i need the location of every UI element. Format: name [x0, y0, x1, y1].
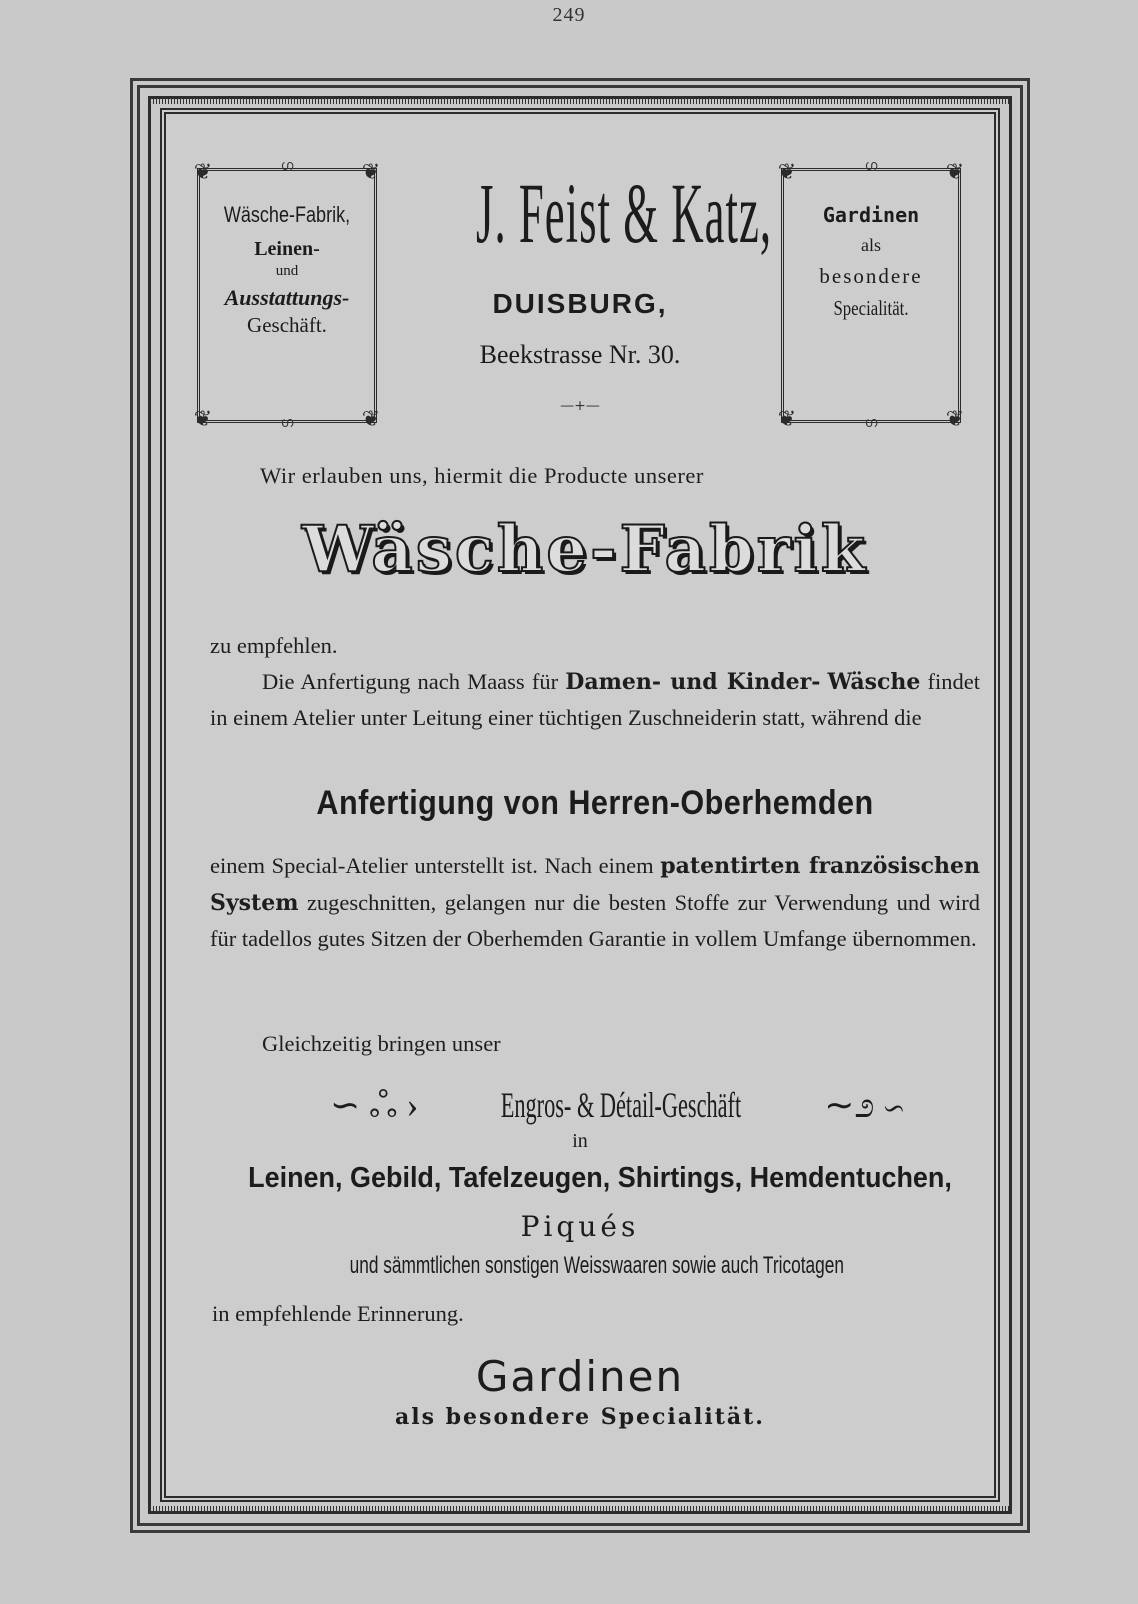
corner-ornament-icon: ❦	[777, 159, 797, 184]
engros-text: Engros- & Détail-Geschäft	[501, 1085, 742, 1125]
left-box-line-2: Leinen-	[254, 237, 320, 260]
flourish-icon: ഗ	[864, 416, 878, 431]
p2-text-b: zugeschnitten, gelangen nur die besten Stoffe zur Verwendung und wird für tadellos gutes Sitzen der Oberhemden Garantie in vollem Umfange übernommen.	[210, 889, 980, 951]
p2-bold: patentirten französischen System	[210, 853, 980, 916]
paragraph-2	[210, 848, 980, 958]
p1-bold-1: Damen- und Kinder-	[565, 669, 821, 695]
intro-line: Wir erlauben uns, hiermit die Producte unserer	[260, 463, 704, 488]
corner-ornament-icon: ❦	[361, 159, 381, 184]
corner-ornament-icon: ❦	[361, 406, 381, 431]
corner-ornament-icon: ❦	[945, 406, 965, 431]
engros-heading	[330, 1084, 904, 1131]
flourish-icon: ഗ	[280, 416, 294, 431]
corner-ornament-icon: ❦	[945, 159, 965, 184]
corner-ornament-icon: ❦	[193, 406, 213, 431]
bottom-hatched-band	[150, 1506, 1010, 1512]
products-line: Leinen, Gebild, Tafelzeugen, Shirtings, Hemdentuchen,	[248, 1162, 952, 1194]
city: DUISBURG,	[492, 288, 668, 319]
p1-line-a: zu empfehlen.	[210, 633, 338, 658]
paragraph-1	[210, 628, 980, 736]
right-box-line-4: Specialität.	[833, 295, 909, 320]
corner-ornament-icon: ❦	[193, 159, 213, 184]
right-box-line-2: als	[861, 235, 881, 255]
left-ornamental-box	[193, 159, 381, 431]
p1-text-b: Die Anfertigung nach Maass für	[262, 669, 566, 694]
left-box-line-1: Wäsche-Fabrik,	[223, 202, 351, 227]
weisswaaren-line: und sämmtlichen sonstigen Weisswaaren sowie auch Tricotagen	[349, 1252, 844, 1279]
right-box-line-1: Gardinen	[822, 203, 920, 227]
p1-text-c: findet in einem Atelier unter Leitung einer tüchtigen Zuschneiderin statt, während die	[210, 669, 981, 730]
erinnerung-line: in empfehlende Erinnerung.	[212, 1301, 464, 1326]
flourish-right-icon: ∼೨ ∽	[824, 1085, 904, 1125]
left-box-line-4: Ausstattungs-	[224, 285, 350, 311]
page-number: 249	[552, 4, 586, 26]
p1-bold-2: Wäsche	[827, 669, 921, 695]
top-hatched-band	[150, 98, 1010, 104]
gleichzeitig-line: Gleichzeitig bringen unser	[262, 1031, 501, 1056]
left-box-line-5: Geschäft.	[247, 312, 327, 337]
right-box-line-3: besondere	[819, 263, 923, 288]
corner-ornament-icon: ❦	[777, 406, 797, 431]
p2-text-a: einem Special-Atelier unterstellt ist. Nach einem	[210, 853, 661, 878]
piques: Piqués	[520, 1210, 640, 1243]
gardinen-subheading: als besondere Specialität.	[395, 1404, 765, 1430]
flourish-icon: ഗ	[864, 159, 878, 174]
right-ornamental-box	[777, 159, 965, 431]
left-box-line-3: und	[275, 262, 299, 279]
in-word: in	[572, 1130, 588, 1152]
herren-heading: Anfertigung von Herren-Oberhemden	[316, 784, 874, 822]
flourish-icon: ഗ	[280, 159, 294, 174]
gardinen-heading: Gardinen	[475, 1352, 685, 1401]
decorative-rule-icon: —+—	[560, 398, 600, 414]
main-title: Wäsche-Fabrik	[301, 512, 869, 587]
flourish-left-icon: ∽ ஃ ›	[330, 1085, 419, 1125]
firm-name: J. Feist & Katz,	[476, 165, 773, 261]
street-address: Beekstrasse Nr. 30.	[479, 340, 681, 369]
